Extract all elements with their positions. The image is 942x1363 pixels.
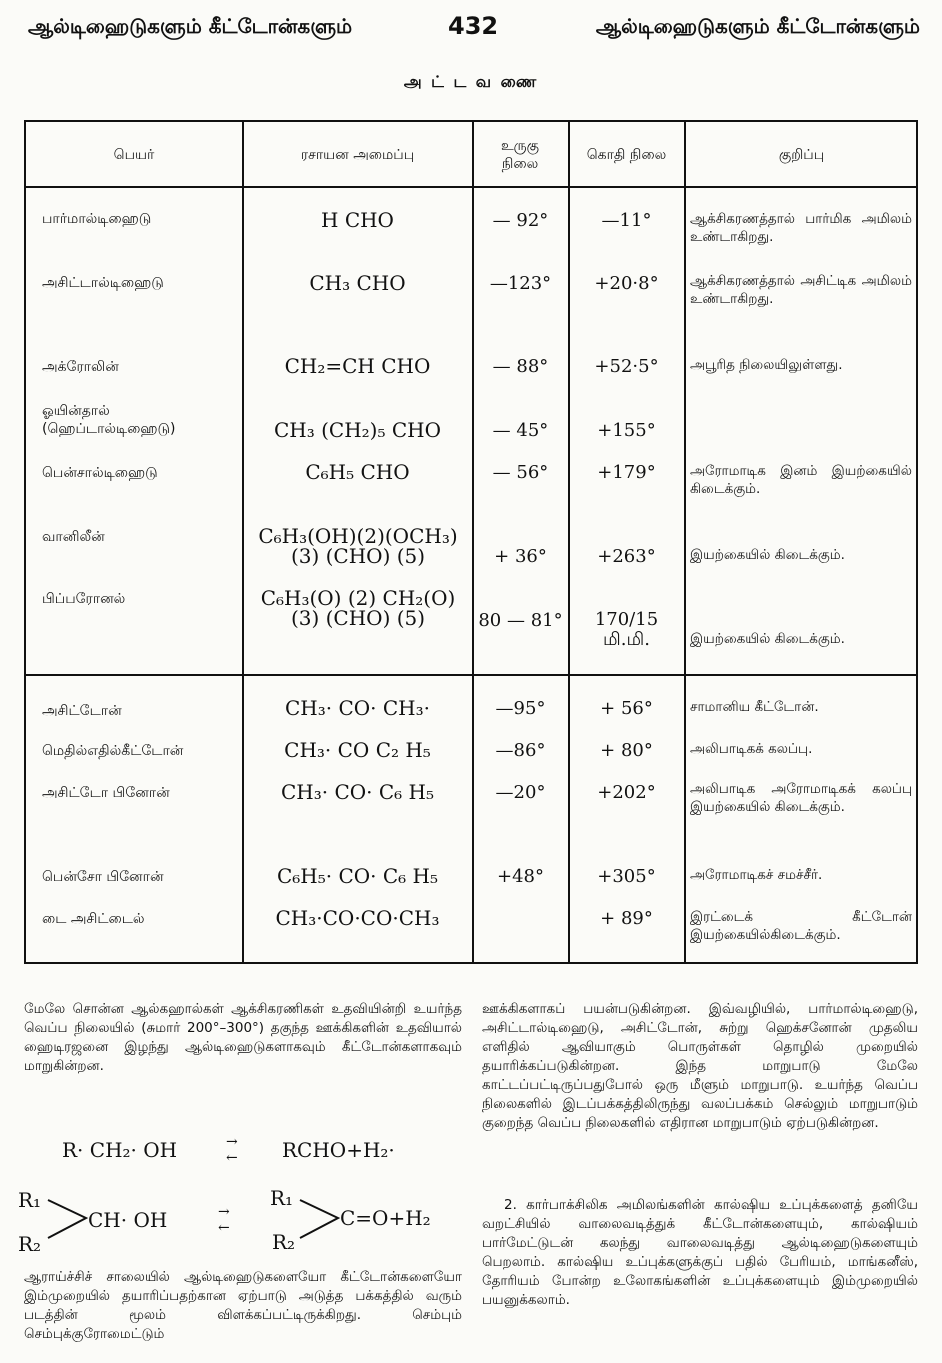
- row-name: அக்ரோலின்: [42, 359, 119, 375]
- row-boiling: —11°: [601, 210, 652, 231]
- row-formula: H CHO: [321, 208, 394, 232]
- row-melting: + 36°: [494, 546, 547, 567]
- col-divider: [684, 122, 686, 962]
- row-boiling: 170/15 மி.மி.: [594, 609, 659, 650]
- row-name: பென்சோ பினோன்: [42, 869, 164, 885]
- col-header-name: பெயர்: [113, 147, 155, 163]
- eq2-r1-left: R₁: [18, 1188, 42, 1212]
- row-melting: —123°: [489, 273, 552, 294]
- header-right-title: ஆல்டிஹைடுகளும் கீட்டோன்களும்: [595, 14, 920, 38]
- row-formula: CH₃· CO· C₆ H₅: [280, 780, 435, 804]
- row-note: அரோமாடிக இனம் இயற்கையில் கிடைக்கும்.: [690, 463, 912, 497]
- row-melting: — 88°: [492, 356, 549, 377]
- eq2-r2-left: R₂: [18, 1232, 42, 1256]
- row-note: அரோமாடிகச் சமச்சீர்.: [690, 867, 823, 883]
- row-name: பென்சால்டிஹைடு: [42, 465, 158, 481]
- row-boiling: +20·8°: [594, 273, 659, 294]
- eq1-right: RCHO+H₂·: [282, 1138, 395, 1162]
- row-name: அசிட்டோ பினோன்: [42, 785, 170, 801]
- row-name: பார்மால்டிஹைடு: [42, 211, 152, 227]
- right-paragraph-2: 2. கார்பாக்சிலிக அமிலங்களின் கால்ஷிய உப்புக்களைத் தனியே வறட்சியில் வாலைவடித்துக் கீட்டோன்களையும், கால்ஷியம் பார்மேட்டுடன் கலந்து வாலைவடித்து ஆல்டிஹைடுகளையும் பெறலாம். கால்ஷிய உப்புக்களுக்குப் பதில் பேரியம், மாங்கனீஸ், தோரியம் போன்ற உலோகங்களின் உப்புக்களையும் இம்முறையில் பயனுக்கலாம்.: [482, 1197, 918, 1308]
- row-name: பிப்பரோனல்: [42, 591, 126, 607]
- left-arrow-icon: ←: [218, 1220, 230, 1236]
- row-boiling: +179°: [597, 462, 656, 483]
- row-note: அலிபாடிகக் கலப்பு.: [690, 741, 813, 757]
- row-melting: —20°: [495, 782, 546, 803]
- row-note: ஆக்சிகரணத்தால் பார்மிக அமிலம் உண்டாகிறது.: [690, 211, 912, 245]
- row-note: இயற்கையில் கிடைக்கும்.: [690, 547, 845, 563]
- group-rule: [26, 674, 916, 676]
- left-arrow-icon: ←: [226, 1150, 238, 1166]
- col-divider: [472, 122, 474, 962]
- row-note: அபூரித நிலையிலுள்ளது.: [690, 357, 843, 373]
- right-arrow-icon: →: [226, 1134, 238, 1150]
- col-header-boiling: கொதி நிலை: [586, 147, 667, 163]
- row-melting: — 45°: [492, 420, 549, 441]
- row-melting: — 56°: [492, 462, 549, 483]
- row-formula: CH₃·CO·CO·CH₃: [275, 906, 440, 930]
- col-header-formula: ரசாயன அமைப்பு: [300, 147, 415, 163]
- eq2-right: C=O+H₂: [340, 1206, 431, 1230]
- row-note: சாமானிய கீட்டோன்.: [690, 699, 819, 715]
- row-formula: CH₃ (CH₂)₅ CHO: [273, 418, 441, 442]
- row-boiling: + 89°: [600, 908, 653, 929]
- row-formula: CH₂=CH CHO: [284, 354, 431, 378]
- row-name: வானிலீன்: [42, 529, 105, 545]
- left-paragraph-2: ஆராய்ச்சிச் சாலையில் ஆல்டிஹைடுகளையோ கீட்டோன்களையோ இம்முறையில் தயாரிப்பதற்கான ஏற்பாடு அடுத்த பக்கத்தில் வரும் படத்தின் மூலம் விளக்கப்பட்டிருக்கிறது. செம்பும் செம்புக்குரோமைட்டும்: [24, 1269, 462, 1342]
- row-note: ஆக்சிகரணத்தால் அசிட்டிக அமிலம் உண்டாகிறது.: [690, 273, 912, 307]
- bond-bracket-icon: [46, 1196, 90, 1242]
- row-name: ஓயின்தால் (ஹெப்டால்டிஹைடு): [42, 403, 176, 437]
- row-melting: — 92°: [492, 210, 549, 231]
- row-formula: C₆H₅ CHO: [305, 460, 410, 484]
- row-name: அசிட்டால்டிஹைடு: [42, 275, 164, 291]
- row-name: அசிட்டோன்: [42, 703, 122, 719]
- row-boiling: +263°: [597, 546, 656, 567]
- row-melting: 80 — 81°: [478, 610, 563, 631]
- eq1-left: R· CH₂· OH: [62, 1138, 178, 1162]
- row-boiling: +52·5°: [594, 356, 659, 377]
- col-header-note: குறிப்பு: [778, 147, 825, 163]
- row-boiling: +202°: [597, 782, 656, 803]
- row-note: இயற்கையில் கிடைக்கும்.: [690, 631, 845, 647]
- row-formula: C₆H₅· CO· C₆ H₅: [276, 864, 439, 888]
- row-formula: CH₃ CHO: [309, 271, 406, 295]
- row-formula: CH₃· CO· CH₃·: [284, 696, 430, 720]
- row-formula: C₆H₃(O) (2) CH₂(O) (3) (CHO) (5): [260, 586, 456, 630]
- row-boiling: +305°: [597, 866, 656, 887]
- row-melting: —86°: [495, 740, 546, 761]
- right-arrow-icon: →: [218, 1204, 230, 1220]
- page-header: [0, 14, 942, 46]
- left-paragraph-1: மேலே சொன்ன ஆல்கஹால்கள் ஆக்சிகரணிகள் உதவியின்றி உயர்ந்த வெப்ப நிலையில் (சுமார் 200°–300°) தகுந்த ஊக்கிகளின் உதவியால் ஹைடிரஜனை இழந்து ஆல்டிஹைடுகளாகவும் கீட்டோன்களாகவும் மாறுகின்றன.: [24, 1001, 462, 1074]
- col-divider: [242, 122, 244, 962]
- page-number: 432: [448, 12, 499, 40]
- row-melting: +48°: [497, 866, 544, 887]
- eq2-r1-right: R₁: [270, 1186, 294, 1210]
- table-caption: அ ட் ட வ ணை: [403, 72, 539, 91]
- row-formula: CH₃· CO C₂ H₅: [284, 738, 431, 762]
- bond-bracket-icon: [298, 1196, 342, 1242]
- row-formula: C₆H₃(OH)(2)(OCH₃) (3) (CHO) (5): [258, 524, 458, 568]
- eq2-left: CH· OH: [88, 1208, 168, 1232]
- row-note: அலிபாடிக அரோமாடிகக் கலப்பு இயற்கையில் கிடைக்கும்.: [690, 781, 912, 815]
- right-paragraph-1: ஊக்கிகளாகப் பயன்படுகின்றன. இவ்வழியில், பார்மால்டிஹைடு, அசிட்டால்டிஹைடு, அசிட்டோன், சுற்று ஹெக்சனோன் முதலிய எளிதில் ஆவியாகும் பொருள்கள் தொழில் முறையில் தயாரிக்கப்படுகின்றன. இந்த மாறுபாடு மேலே காட்டப்பட்டிருப்பதுபோல் ஒரு மீளும் மாறுபாடு. உயர்ந்த வெப்ப நிலைகளில் இடப்பக்கத்திலிருந்து வலப்பக்கம் செல்லும் மாறுபாடும் குறைந்த வெப்ப நிலைகளில் எதிரான மாறுபாடும் ஏற்படுகின்றன.: [482, 1001, 918, 1131]
- header-left-title: ஆல்டிஹைடுகளும் கீட்டோன்களும்: [28, 14, 353, 38]
- row-melting: —95°: [495, 698, 546, 719]
- row-boiling: +155°: [597, 420, 656, 441]
- data-table: [24, 120, 918, 964]
- row-name: டை அசிட்டைல்: [42, 911, 145, 927]
- row-note: இரட்டைக் கீட்டோன் இயற்கையில்கிடைக்கும்.: [690, 909, 912, 943]
- eq2-r2-right: R₂: [272, 1230, 296, 1254]
- row-name: மெதில்எதில்கீட்டோன்: [42, 743, 184, 759]
- row-boiling: + 56°: [600, 698, 653, 719]
- row-boiling: + 80°: [600, 740, 653, 761]
- col-divider: [568, 122, 570, 962]
- col-header-melting: உருகு நிலை: [500, 138, 540, 172]
